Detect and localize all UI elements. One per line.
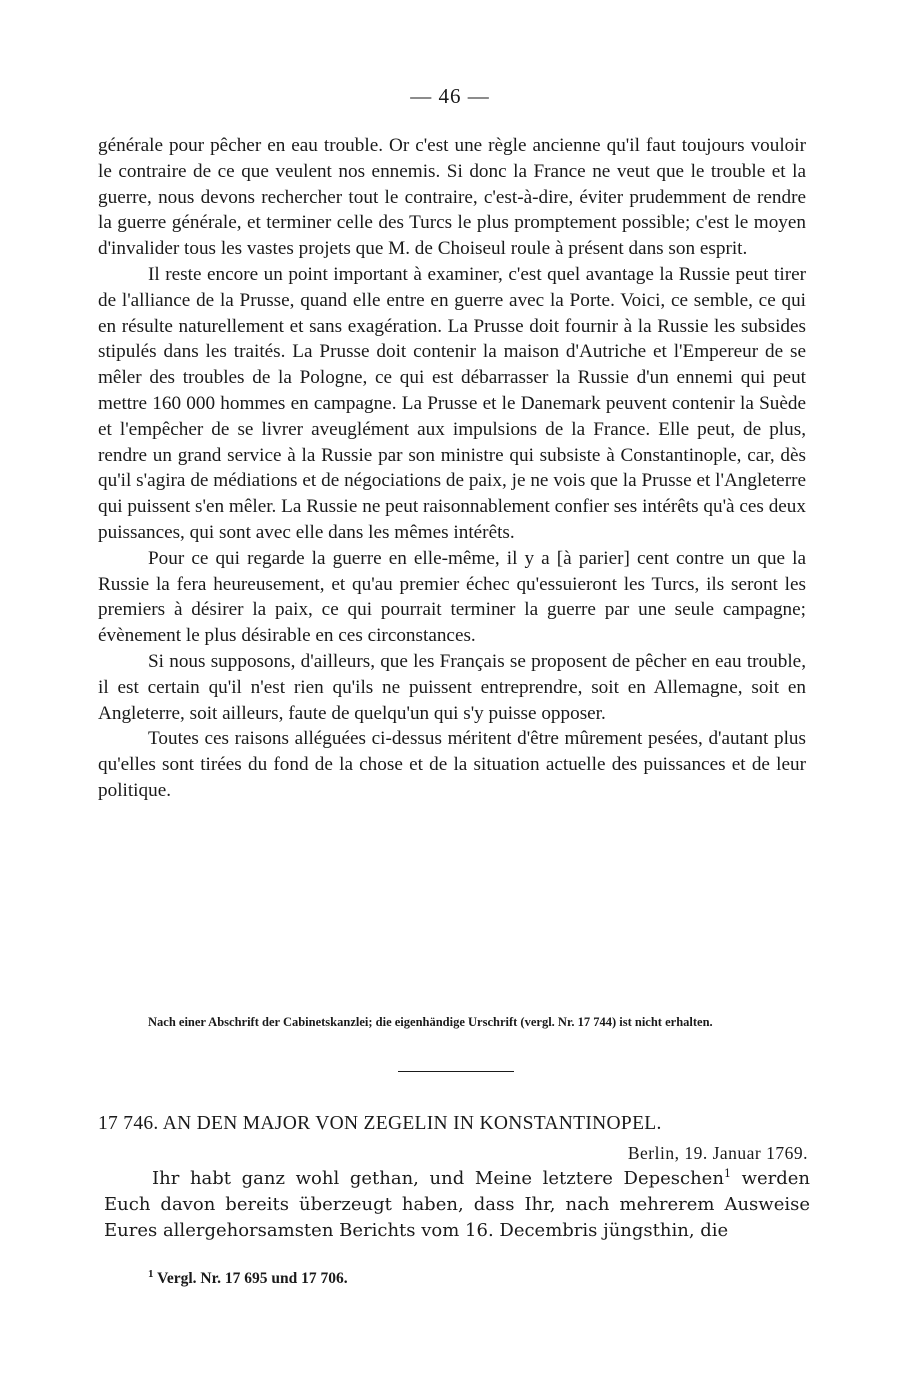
section-divider <box>398 1071 514 1072</box>
paragraph-5: Toutes ces raisons alléguées ci-dessus méritent d'être mûrement pesées, d'autant plus qu'elles sont tirées du fond de la chose et de la situation actuelle des puissances et de leur politique. <box>98 728 806 801</box>
letter-text-start: Ihr habt ganz wohl gethan, und Meine letztere Depeschen <box>152 1168 724 1189</box>
paragraph-3: Pour ce qui regarde la guerre en elle-même, il y a [à parier] cent contre un que la Russie la fera heureusement, et qu'au premier échec qu'essuieront les Turcs, ils seront les premiers à désirer la paix, ce qui pourrait terminer la guerre par une seule campagne; évènement le plus désirable en ces circonstances. <box>98 547 806 647</box>
footnote-text: Vergl. Nr. 17 695 und 17 706. <box>153 1270 348 1287</box>
source-note: Nach einer Abschrift der Cabinetskanzlei; die eigenhändige Urschrift (vergl. Nr. 17 744) ist nicht erhalten. <box>148 1015 713 1029</box>
footnote-mark: 1 <box>148 1267 154 1280</box>
letter-text-block <box>104 1166 810 1244</box>
letter-paragraph <box>104 1166 810 1244</box>
paragraph-1: générale pour pêcher en eau trouble. Or c'est une règle ancienne qu'il faut toujours vouloir le contraire de ce que veulent nos ennemis. Si donc la France ne veut que le trouble et la guerre, nous devons rechercher tout le contraire, c'est-à-dire, éviter prudemment de rendre la guerre générale, et terminer celle des Turcs le plus promptement possible; c'est le moyen d'invalider tous les vastes projets que M. de Choiseul roule à présent dans son esprit. <box>98 135 806 260</box>
french-text-block <box>98 133 806 804</box>
paragraph-2: Il reste encore un point important à examiner, c'est quel avantage la Russie peut tirer de l'alliance de la Prusse, quand elle entre en guerre avec la Porte. Voici, ce semble, ce qui en résulte naturellement et sans exagération. La Prusse doit fournir à la Russie les subsides stipulés dans les traités. La Prusse doit contenir la maison d'Autriche et l'Empereur de se mêler des troubles de la Pologne, ce qui est débarrasser la Russie d'un ennemi qui peut mettre 160 000 hommes en campagne. La Prusse et le Danemark peuvent contenir la Suède et l'empêcher de se livrer aveuglément aux impulsions de la France. Elle peut, de plus, rendre un grand service à la Russie par son ministre qui subsiste à Constantinople, car, dès qu'il s'agira de médiations et de négociations de paix, je ne vois que la Prusse et l'Angleterre qui puissent s'en mêler. La Russie ne peut raisonnablement confier ses intérêts qu'à ces deux puissances, qui sont avec elle dans les mêmes intérêts. <box>98 263 806 543</box>
footnote-reference: 1 <box>723 1167 731 1180</box>
paragraph-4: Si nous supposons, d'ailleurs, que les Français se proposent de pêcher en eau trouble, il est certain qu'il n'est rien qu'ils ne puissent entreprendre, soit en Allemagne, soit en Angleterre, soit ailleurs, faute de quelqu'un qui s'y puisse opposer. <box>98 650 806 724</box>
document-heading: 17 746. AN DEN MAJOR VON ZEGELIN IN KONSTANTINOPEL. <box>98 1113 662 1134</box>
page-number: — 46 — <box>410 84 490 108</box>
letter-text-end: werden Euch davon bereits überzeugt haben, dass Ihr, nach mehrerem Ausweise Eures allergehorsamsten Berichts vom 16. Decembris jüngsthin, die <box>104 1168 811 1241</box>
footnote <box>148 1267 348 1288</box>
document-place-date: Berlin, 19. Januar 1769. <box>627 1143 808 1163</box>
